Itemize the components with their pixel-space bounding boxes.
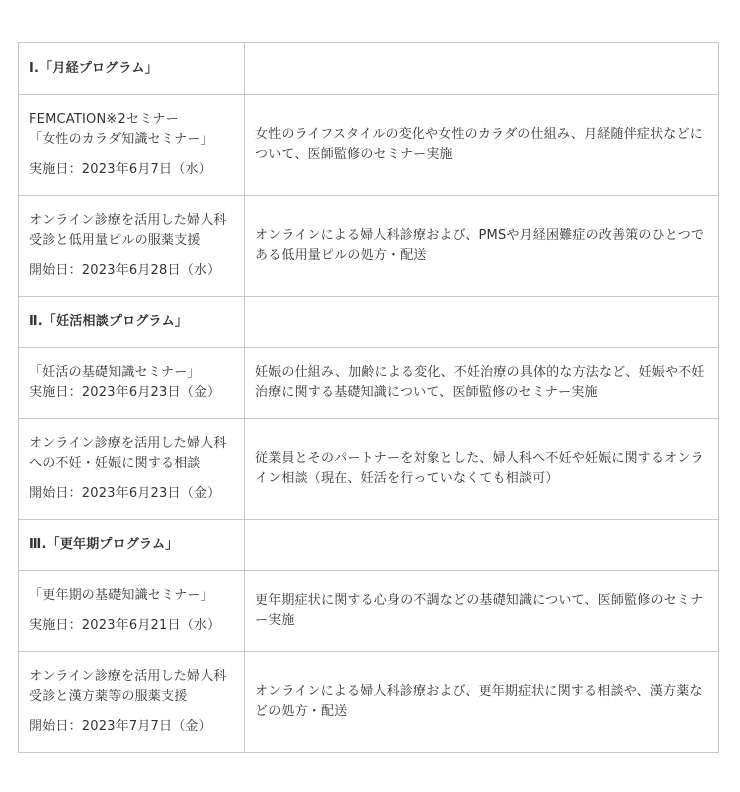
program-row bbox=[19, 419, 719, 520]
program-row bbox=[19, 652, 719, 753]
section-heading-empty-cell bbox=[245, 520, 719, 571]
section-heading: Ⅲ.「更年期プログラム」 bbox=[19, 520, 245, 571]
program-name-line: 受診と低用量ピルの服薬支援 bbox=[29, 233, 201, 248]
program-table bbox=[18, 42, 719, 753]
program-name-line: オンライン診療を活用した婦人科 bbox=[29, 436, 227, 451]
section-heading: Ⅱ.「妊活相談プログラム」 bbox=[19, 297, 245, 348]
program-description: 従業員とそのパートナーを対象とした、婦人科へ不妊や妊娠に関するオンライン相談（現在、妊活を行っていなくても相談可） bbox=[245, 419, 719, 520]
section-heading-empty-cell bbox=[245, 297, 719, 348]
program-description: オンラインによる婦人科診療および、更年期症状に関する相談や、漢方薬などの処方・配送 bbox=[245, 652, 719, 753]
program-date: 開始日：2023年6月28日（水） bbox=[29, 263, 221, 278]
section-heading-row bbox=[19, 43, 719, 95]
program-row bbox=[19, 348, 719, 419]
program-name-cell bbox=[19, 196, 245, 297]
program-name-cell bbox=[19, 95, 245, 196]
program-name-line: オンライン診療を活用した婦人科 bbox=[29, 213, 227, 228]
program-description: 妊娠の仕組み、加齢による変化、不妊治療の具体的な方法など、妊娠や不妊治療に関する基礎知識について、医師監修のセミナー実施 bbox=[245, 348, 719, 419]
program-name-line: オンライン診療を活用した婦人科 bbox=[29, 669, 227, 684]
program-name-line: への不妊・妊娠に関する相談 bbox=[29, 456, 201, 471]
program-date: 開始日：2023年6月23日（金） bbox=[29, 486, 221, 501]
section-heading: Ⅰ.「月経プログラム」 bbox=[19, 43, 245, 95]
program-date: 実施日：2023年6月21日（水） bbox=[29, 618, 221, 633]
program-name-cell bbox=[19, 571, 245, 652]
section-heading-row bbox=[19, 297, 719, 348]
program-description: オンラインによる婦人科診療および、PMSや月経困難症の改善策のひとつである低用量ピルの処方・配送 bbox=[245, 196, 719, 297]
program-row bbox=[19, 95, 719, 196]
program-description: 更年期症状に関する心身の不調などの基礎知識について、医師監修のセミナー実施 bbox=[245, 571, 719, 652]
program-date: 実施日：2023年6月7日（水） bbox=[29, 162, 212, 177]
program-name-line: 「女性のカラダ知識セミナー」 bbox=[29, 132, 214, 147]
program-name-line: FEMCATION※2セミナー bbox=[29, 112, 179, 127]
program-name-line: 「妊活の基礎知識セミナー」 bbox=[29, 365, 201, 380]
section-heading-empty-cell bbox=[245, 43, 719, 95]
program-name-cell bbox=[19, 652, 245, 753]
section-heading-row bbox=[19, 520, 719, 571]
program-name-line: 「更年期の基礎知識セミナー」 bbox=[29, 588, 214, 603]
program-row bbox=[19, 196, 719, 297]
program-date: 開始日：2023年7月7日（金） bbox=[29, 719, 212, 734]
program-name-cell bbox=[19, 348, 245, 419]
program-description: 女性のライフスタイルの変化や女性のカラダの仕組み、月経随伴症状などについて、医師監修のセミナー実施 bbox=[245, 95, 719, 196]
program-name-cell bbox=[19, 419, 245, 520]
program-date: 実施日：2023年6月23日（金） bbox=[29, 385, 221, 400]
program-row bbox=[19, 571, 719, 652]
program-name-line: 受診と漢方薬等の服薬支援 bbox=[29, 689, 188, 704]
